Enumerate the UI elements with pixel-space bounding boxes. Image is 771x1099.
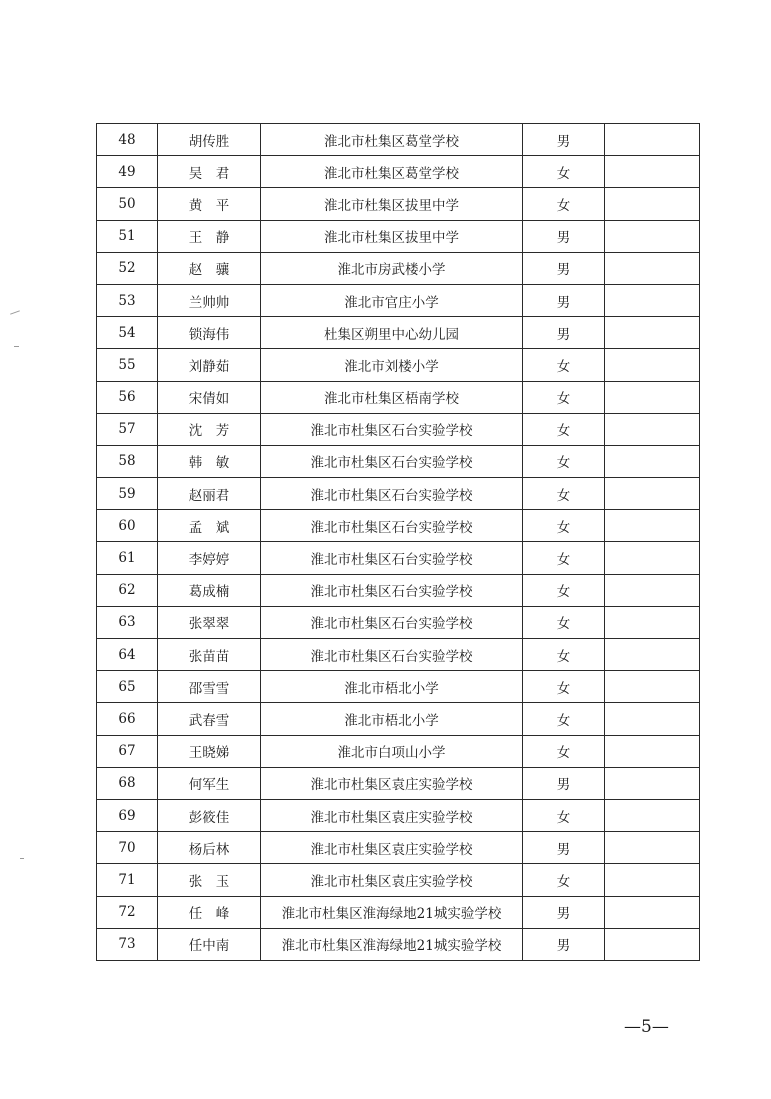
name-cell: 宋倩如 (158, 381, 261, 413)
name-cell: 武春雪 (158, 703, 261, 735)
name-cell: 王晓娣 (158, 735, 261, 767)
note-cell (605, 284, 700, 316)
gender-cell: 男 (523, 124, 605, 156)
name-cell: 赵丽君 (158, 478, 261, 510)
row-number-cell: 62 (97, 574, 158, 606)
name-cell: 张 玉 (158, 864, 261, 896)
school-cell: 淮北市杜集区拔里中学 (261, 220, 523, 252)
row-number-cell: 71 (97, 864, 158, 896)
name-cell: 沈 芳 (158, 413, 261, 445)
school-cell: 淮北市房武楼小学 (261, 252, 523, 284)
row-number-cell: 51 (97, 220, 158, 252)
school-cell: 淮北市杜集区梧南学校 (261, 381, 523, 413)
gender-cell: 女 (523, 864, 605, 896)
school-cell: 淮北市杜集区石台实验学校 (261, 413, 523, 445)
row-number-cell: 66 (97, 703, 158, 735)
row-number-cell: 59 (97, 478, 158, 510)
row-number-cell: 49 (97, 156, 158, 188)
table-row (97, 445, 700, 477)
school-cell: 淮北市杜集区袁庄实验学校 (261, 864, 523, 896)
gender-cell: 女 (523, 413, 605, 445)
table-row (97, 928, 700, 960)
scan-mark (20, 858, 24, 859)
school-cell: 淮北市梧北小学 (261, 671, 523, 703)
name-cell: 葛成楠 (158, 574, 261, 606)
gender-cell: 女 (523, 478, 605, 510)
school-cell: 淮北市杜集区石台实验学校 (261, 445, 523, 477)
note-cell (605, 671, 700, 703)
name-cell: 吴 君 (158, 156, 261, 188)
row-number-cell: 53 (97, 284, 158, 316)
table-row (97, 703, 700, 735)
table-row (97, 832, 700, 864)
name-cell: 兰帅帅 (158, 284, 261, 316)
note-cell (605, 381, 700, 413)
table-row (97, 220, 700, 252)
roster-body (97, 124, 700, 961)
gender-cell: 男 (523, 252, 605, 284)
table-row (97, 252, 700, 284)
name-cell: 何军生 (158, 767, 261, 799)
school-cell: 淮北市刘楼小学 (261, 349, 523, 381)
name-cell: 王 静 (158, 220, 261, 252)
table-row (97, 510, 700, 542)
note-cell (605, 864, 700, 896)
page-number: —5— (624, 1017, 669, 1037)
table-row (97, 284, 700, 316)
note-cell (605, 124, 700, 156)
school-cell: 淮北市杜集区石台实验学校 (261, 542, 523, 574)
table-row (97, 574, 700, 606)
name-cell: 彭筱佳 (158, 799, 261, 831)
note-cell (605, 574, 700, 606)
table-row (97, 896, 700, 928)
row-number-cell: 73 (97, 928, 158, 960)
row-number-cell: 65 (97, 671, 158, 703)
scan-mark (10, 310, 20, 314)
gender-cell: 女 (523, 671, 605, 703)
note-cell (605, 349, 700, 381)
row-number-cell: 67 (97, 735, 158, 767)
note-cell (605, 478, 700, 510)
name-cell: 任中南 (158, 928, 261, 960)
row-number-cell: 63 (97, 606, 158, 638)
name-cell: 胡传胜 (158, 124, 261, 156)
gender-cell: 女 (523, 510, 605, 542)
gender-cell: 女 (523, 381, 605, 413)
table-row (97, 735, 700, 767)
row-number-cell: 50 (97, 188, 158, 220)
row-number-cell: 58 (97, 445, 158, 477)
row-number-cell: 70 (97, 832, 158, 864)
name-cell: 李婷婷 (158, 542, 261, 574)
row-number-cell: 57 (97, 413, 158, 445)
school-cell: 淮北市杜集区石台实验学校 (261, 574, 523, 606)
school-cell: 淮北市白项山小学 (261, 735, 523, 767)
table-row (97, 349, 700, 381)
table-row (97, 799, 700, 831)
note-cell (605, 606, 700, 638)
note-cell (605, 896, 700, 928)
gender-cell: 女 (523, 188, 605, 220)
table-row (97, 542, 700, 574)
gender-cell: 男 (523, 832, 605, 864)
row-number-cell: 64 (97, 639, 158, 671)
name-cell: 刘静茹 (158, 349, 261, 381)
gender-cell: 男 (523, 767, 605, 799)
school-cell: 淮北市杜集区袁庄实验学校 (261, 767, 523, 799)
row-number-cell: 48 (97, 124, 158, 156)
note-cell (605, 735, 700, 767)
name-cell: 邵雪雪 (158, 671, 261, 703)
row-number-cell: 52 (97, 252, 158, 284)
school-cell: 淮北市官庄小学 (261, 284, 523, 316)
gender-cell: 女 (523, 799, 605, 831)
table-row (97, 864, 700, 896)
gender-cell: 男 (523, 928, 605, 960)
note-cell (605, 928, 700, 960)
note-cell (605, 188, 700, 220)
gender-cell: 女 (523, 445, 605, 477)
row-number-cell: 54 (97, 317, 158, 349)
note-cell (605, 252, 700, 284)
row-number-cell: 60 (97, 510, 158, 542)
note-cell (605, 156, 700, 188)
row-number-cell: 69 (97, 799, 158, 831)
note-cell (605, 703, 700, 735)
gender-cell: 女 (523, 735, 605, 767)
table-row (97, 188, 700, 220)
school-cell: 淮北市杜集区石台实验学校 (261, 606, 523, 638)
table-row (97, 381, 700, 413)
name-cell: 锁海伟 (158, 317, 261, 349)
gender-cell: 女 (523, 606, 605, 638)
name-cell: 黄 平 (158, 188, 261, 220)
table-row (97, 478, 700, 510)
note-cell (605, 317, 700, 349)
gender-cell: 男 (523, 220, 605, 252)
note-cell (605, 413, 700, 445)
school-cell: 杜集区朔里中心幼儿园 (261, 317, 523, 349)
table-row (97, 124, 700, 156)
gender-cell: 女 (523, 703, 605, 735)
table-row (97, 606, 700, 638)
note-cell (605, 220, 700, 252)
name-cell: 任 峰 (158, 896, 261, 928)
name-cell: 杨后林 (158, 832, 261, 864)
school-cell: 淮北市杜集区葛堂学校 (261, 156, 523, 188)
row-number-cell: 61 (97, 542, 158, 574)
name-cell: 孟 斌 (158, 510, 261, 542)
school-cell: 淮北市杜集区葛堂学校 (261, 124, 523, 156)
school-cell: 淮北市杜集区袁庄实验学校 (261, 832, 523, 864)
gender-cell: 女 (523, 349, 605, 381)
name-cell: 张翠翠 (158, 606, 261, 638)
gender-cell: 女 (523, 639, 605, 671)
note-cell (605, 799, 700, 831)
row-number-cell: 68 (97, 767, 158, 799)
row-number-cell: 55 (97, 349, 158, 381)
school-cell: 淮北市杜集区淮海绿地21城实验学校 (261, 928, 523, 960)
table-row (97, 767, 700, 799)
school-cell: 淮北市梧北小学 (261, 703, 523, 735)
roster-table (96, 123, 700, 961)
gender-cell: 女 (523, 542, 605, 574)
school-cell: 淮北市杜集区石台实验学校 (261, 510, 523, 542)
row-number-cell: 56 (97, 381, 158, 413)
note-cell (605, 767, 700, 799)
note-cell (605, 832, 700, 864)
note-cell (605, 510, 700, 542)
school-cell: 淮北市杜集区淮海绿地21城实验学校 (261, 896, 523, 928)
gender-cell: 男 (523, 317, 605, 349)
scan-mark (14, 346, 19, 347)
table-row (97, 413, 700, 445)
note-cell (605, 639, 700, 671)
gender-cell: 女 (523, 156, 605, 188)
name-cell: 韩 敏 (158, 445, 261, 477)
row-number-cell: 72 (97, 896, 158, 928)
school-cell: 淮北市杜集区石台实验学校 (261, 478, 523, 510)
table-row (97, 317, 700, 349)
school-cell: 淮北市杜集区袁庄实验学校 (261, 799, 523, 831)
name-cell: 赵 骧 (158, 252, 261, 284)
gender-cell: 男 (523, 284, 605, 316)
table-row (97, 639, 700, 671)
gender-cell: 女 (523, 574, 605, 606)
note-cell (605, 542, 700, 574)
table-row (97, 671, 700, 703)
gender-cell: 男 (523, 896, 605, 928)
note-cell (605, 445, 700, 477)
school-cell: 淮北市杜集区石台实验学校 (261, 639, 523, 671)
name-cell: 张苗苗 (158, 639, 261, 671)
school-cell: 淮北市杜集区拔里中学 (261, 188, 523, 220)
table-row (97, 156, 700, 188)
